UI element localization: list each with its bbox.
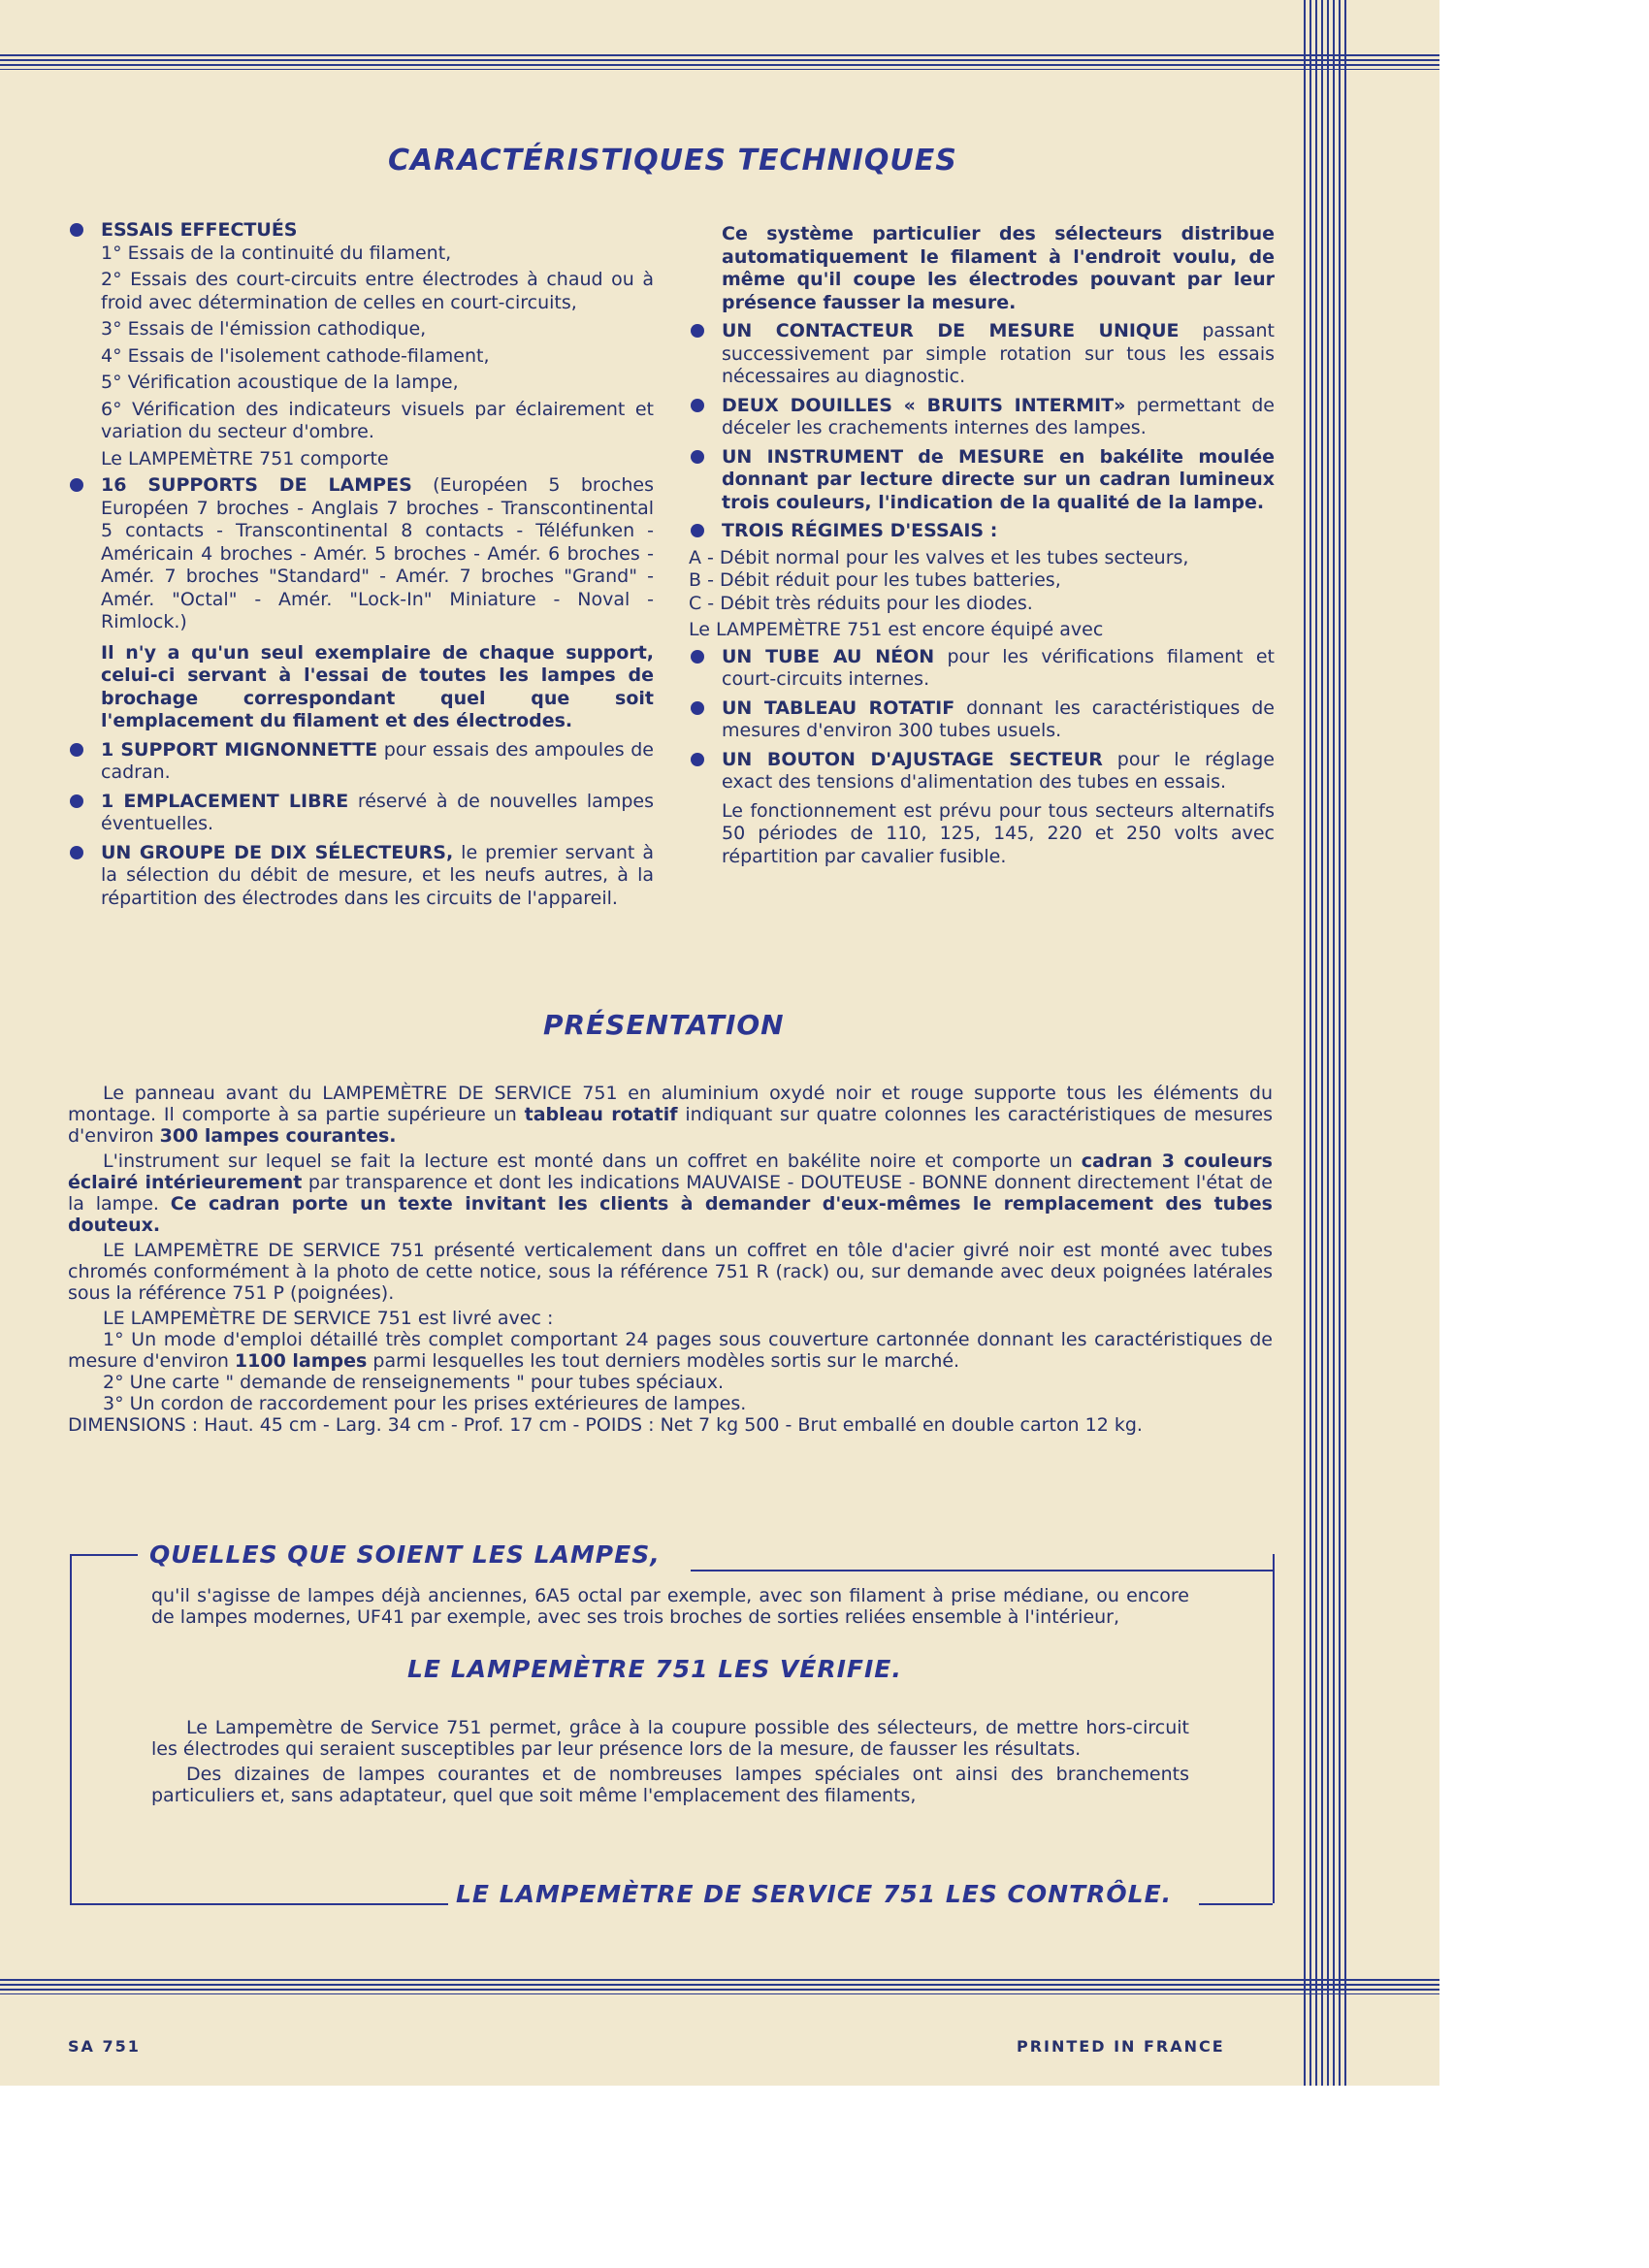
box-top-rule-right	[691, 1570, 1273, 1571]
presentation-p2: L'instrument sur lequel se fait la lecture est monté dans un coffret en bakélite noire et comporte un cadran 3 couleurs éclairé intérieurement par transparence et dont les indications MAUVAISE - DOUTEUSE - BONNE donnent directement l'état de la lampe. Ce cadran porte un texte invitant les clients à demander d'eux-mêmes le remplacement des tubes douteux.	[68, 1150, 1273, 1236]
box-content-2	[151, 1717, 1189, 1810]
essai-2: 2° Essais des court-circuits entre électrodes à chaud ou à froid avec détermination de celles en court-circuits,	[101, 269, 654, 313]
bullet-icon	[691, 701, 704, 715]
right-column	[689, 223, 1275, 872]
equipe-line: Le LAMPEMÈTRE 751 est encore équipé avec	[689, 619, 1104, 640]
box-verifie: LE LAMPEMÈTRE 751 LES VÉRIFIE.	[407, 1655, 902, 1683]
essai-6: 6° Vérification des indicateurs visuels par éclairement et variation du secteur d'ombre.	[101, 398, 654, 442]
box-bottom-rule-left	[70, 1903, 448, 1905]
mignonnette-item: 1 SUPPORT MIGNONNETTE pour essais des ampoules de cadran.	[68, 739, 654, 785]
box-p2: Le Lampemètre de Service 751 permet, grâce à la coupure possible des sélecteurs, de mettre hors-circuit les électrodes qui seraient susceptibles par leur présence lors de la mesure, de fausser les résultats.	[151, 1717, 1189, 1760]
box-p3: Des dizaines de lampes courantes et de nombreuses lampes spéciales ont ainsi des branchements particuliers et, sans adaptateur, quel que soit même l'emplacement des filaments,	[151, 1764, 1189, 1806]
bullet-icon	[70, 478, 83, 492]
left-column	[68, 219, 654, 914]
essai-4: 4° Essais de l'isolement cathode-filament,	[101, 344, 490, 367]
bullet-icon	[691, 650, 704, 664]
comporte-line: Le LAMPEMÈTRE 751 comporte	[101, 447, 389, 470]
fonctionnement-note: Le fonctionnement est prévu pour tous secteurs alternatifs 50 périodes de 110, 125, 145, 220 et 250 volts avec répartition par cavalier fusible.	[722, 799, 1275, 867]
bullet-icon	[70, 223, 83, 237]
regime-c: C - Débit très réduits pour les diodes.	[689, 592, 1033, 614]
presentation-p4: LE LAMPEMÈTRE DE SERVICE 751 est livré avec :	[103, 1308, 554, 1329]
selecteurs-item: UN GROUPE DE DIX SÉLECTEURS, le premier servant à la sélection du débit de mesure, et les neufs autres, à la répartition des électrodes dans les circuits de l'appareil.	[68, 842, 654, 911]
bottom-border-band	[0, 1979, 1439, 1994]
bullet-icon	[70, 794, 83, 808]
bullet-icon	[70, 846, 83, 859]
top-border-band	[0, 54, 1439, 70]
box-content	[151, 1585, 1189, 1632]
douilles-item: DEUX DOUILLES « BRUITS INTERMIT» permettant de déceler les crachements internes des lampes.	[689, 395, 1275, 440]
bullet-icon	[691, 399, 704, 412]
box-heading: QUELLES QUE SOIENT LES LAMPES,	[149, 1540, 661, 1569]
livre-item-1: 1° Un mode d'emploi détaillé très complet comportant 24 pages sous couverture cartonnée donnant les caractéristiques de mesure d'environ 1100 lampes parmi lesquelles les tout derniers modèles sortis sur le marché.	[68, 1329, 1273, 1372]
presentation-p1: Le panneau avant du LAMPEMÈTRE DE SERVICE 751 en aluminium oxydé noir et rouge supporte tous les éléments du montage. Il comporte à sa partie supérieure un tableau rotatif indiquant sur quatre colonnes les caractéristiques de mesures d'environ 300 lampes courantes.	[68, 1083, 1273, 1147]
essai-1: 1° Essais de la continuité du filament,	[101, 242, 452, 264]
contacteur-item: UN CONTACTEUR DE MESURE UNIQUE passant successivement par simple rotation sur tous les essais nécessaires au diagnostic.	[689, 320, 1275, 389]
livre-item-2: 2° Une carte " demande de renseignements " pour tubes spéciaux.	[103, 1372, 724, 1393]
box-controle: LE LAMPEMÈTRE DE SERVICE 751 LES CONTRÔLE.	[456, 1880, 1173, 1908]
emplacement-item: 1 EMPLACEMENT LIBRE réservé à de nouvelles lampes éventuelles.	[68, 791, 654, 836]
bullet-icon	[691, 450, 704, 464]
regime-b: B - Débit réduit pour les tubes batteries,	[689, 569, 1061, 591]
neon-item: UN TUBE AU NÉON pour les vérifications filament et court-circuits internes.	[689, 646, 1275, 692]
footer-printed: PRINTED IN FRANCE	[1017, 2037, 1225, 2056]
supports-item: 16 SUPPORTS DE LAMPES (Européen 5 broches Européen 7 broches - Anglais 7 broches - Transcontinental 5 contacts - Transcontinental 8 contacts - Téléfunken - Américain 4 broches - Amér. 5 broches - Amér. 6 broches - Amér. 7 broches "Standard" - Amér. 7 broches "Grand" - Amér. "Octal" - Amér. "Lock-In" Miniature - Noval - Rimlock.)	[68, 474, 654, 634]
box-bottom-rule-right	[1199, 1903, 1273, 1905]
exemplaire-note: Il n'y a qu'un seul exemplaire de chaque support, celui-ci servant à l'essai de toutes les lampes de brochage correspondant quel que soit l'emplacement du filament et des électrodes.	[101, 641, 654, 731]
tableau-item: UN TABLEAU ROTATIF donnant les caractéristiques de mesures d'environ 300 tubes usuels.	[689, 697, 1275, 743]
bullet-icon	[691, 524, 704, 537]
presentation-p3: LE LAMPEMÈTRE DE SERVICE 751 présenté verticalement dans un coffret en tôle d'acier givré noir est monté avec tubes chromés conformément à la photo de cette notice, sous la référence 751 R (rack) ou, sur demande avec deux poignées latérales sous la référence 751 P (poignées).	[68, 1240, 1273, 1304]
section-title-presentation: PRÉSENTATION	[543, 1009, 785, 1041]
bouton-item: UN BOUTON D'AJUSTAGE SECTEUR pour le réglage exact des tensions d'alimentation des tubes en essais.	[689, 749, 1275, 794]
livre-item-3: 3° Un cordon de raccordement pour les prises extérieures de lampes.	[103, 1393, 747, 1414]
bullet-icon	[691, 324, 704, 338]
section-title-specs: CARACTÉRISTIQUES TECHNIQUES	[388, 144, 957, 178]
right-border-band	[1304, 0, 1348, 2086]
bullet-icon	[70, 743, 83, 757]
systeme-note: Ce système particulier des sélecteurs distribue automatiquement le filament à l'endroit voulu, de même qu'il coupe les électrodes pouvant par leur présence fausser la mesure.	[722, 223, 1275, 313]
box-top-rule-left	[70, 1554, 138, 1556]
instrument-item: UN INSTRUMENT de MESURE en bakélite moulée donnant par lecture directe sur un cadran lumineux trois couleurs, l'indication de la qualité de la lampe.	[689, 446, 1275, 515]
regimes-heading: TROIS RÉGIMES D'ESSAIS :	[689, 520, 1275, 543]
box-p1: qu'il s'agisse de lampes déjà anciennes, 6A5 octal par exemple, avec son filament à prise médiane, ou encore de lampes modernes, UF41 par exemple, avec ses trois broches de sorties reliées ensemble à l'intérieur,	[151, 1585, 1189, 1628]
essais-heading: ESSAIS EFFECTUÉS	[68, 219, 654, 243]
bullet-icon	[691, 753, 704, 766]
presentation-block	[68, 1083, 1273, 1440]
essai-3: 3° Essais de l'émission cathodique,	[101, 318, 427, 340]
footer-ref: SA 751	[68, 2037, 141, 2056]
regime-a: A - Débit normal pour les valves et les tubes secteurs,	[689, 546, 1189, 568]
essai-5: 5° Vérification acoustique de la lampe,	[101, 372, 459, 393]
dimensions-line: DIMENSIONS : Haut. 45 cm - Larg. 34 cm - Prof. 17 cm - POIDS : Net 7 kg 500 - Brut emballé en double carton 12 kg.	[68, 1414, 1143, 1436]
